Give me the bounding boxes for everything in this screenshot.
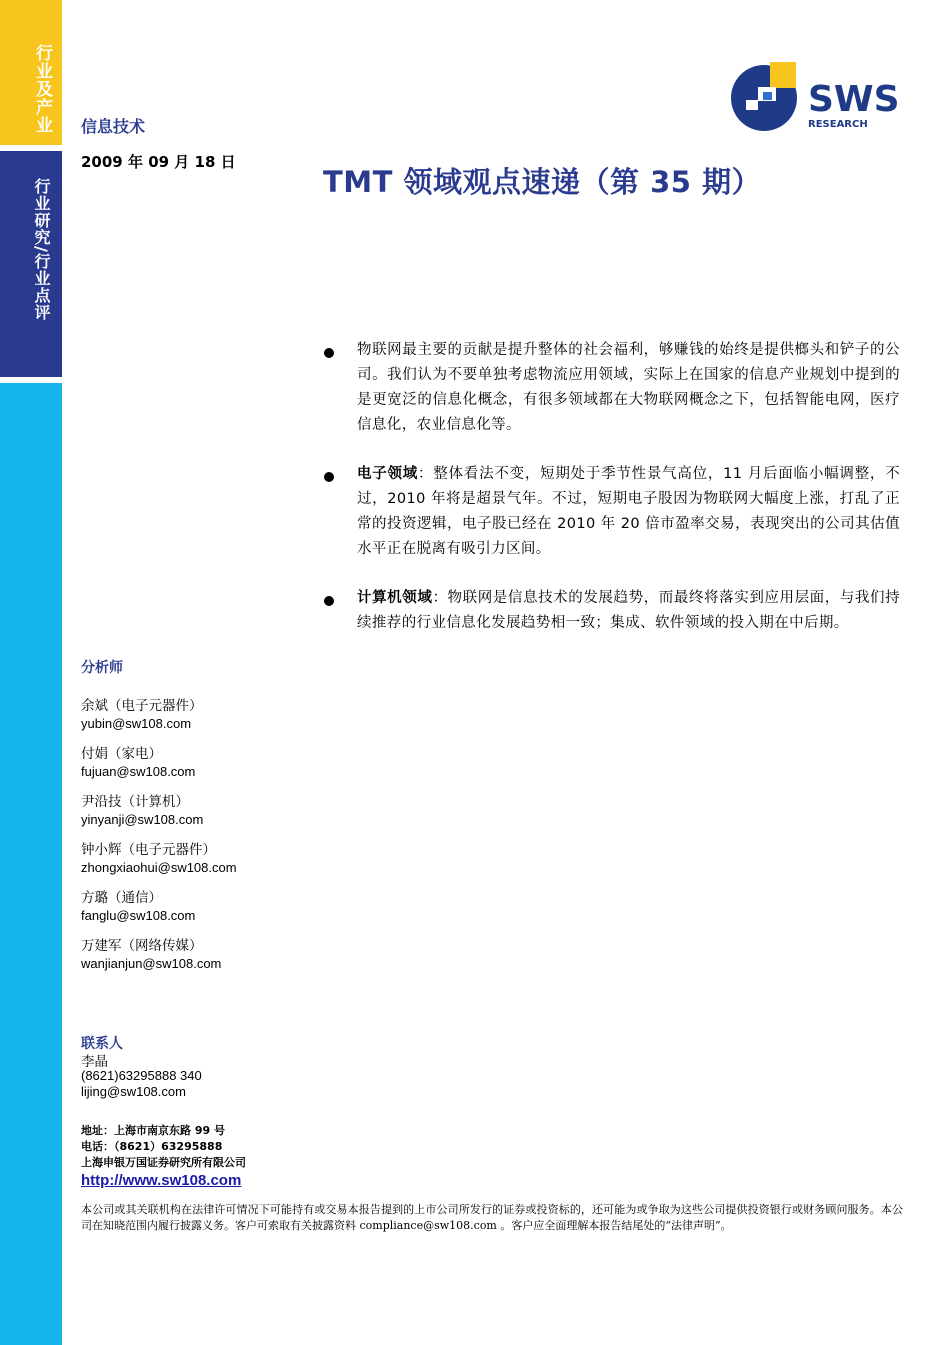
analyst-name: 方璐（通信）: [81, 890, 162, 906]
disclaimer-text: 本公司或其关联机构在法律许可情况下可能持有或交易本报告提到的上市公司所发行的证券或投资标的，还可能为或争取为这些公司提供投资银行或财务顾问服务。本公司在知晓范围内履行披露义务。客户可索取有关披露资料 compliance@sw108.com 。客户应全面理解本报告结尾处的“法律声明”。: [81, 1203, 903, 1232]
analyst-email[interactable]: wanjianjun@sw108.com: [81, 956, 222, 971]
analyst-entry: [81, 745, 237, 793]
analyst-email[interactable]: fanglu@sw108.com: [81, 908, 196, 923]
bullet-heading: 计算机领域: [357, 590, 433, 606]
left-sidebar: [0, 0, 62, 1345]
bullet-text: [357, 338, 900, 438]
bullet-separator: ：: [432, 590, 448, 606]
analyst-entry: [81, 841, 237, 889]
page-title: TMT 领域观点速递（第 35 期）: [323, 165, 762, 199]
analyst-name: 钟小辉（电子元器件）: [81, 842, 216, 858]
analyst-email[interactable]: yinyanji@sw108.com: [81, 812, 204, 827]
bullet-body: 物联网最主要的贡献是提升整体的社会福利，够赚钱的始终是提供榔头和铲子的公司。我们认为不要单独考虑物流应用领域，实际上在国家的信息产业规划中提到的是更宽泛的信息化概念，有很多领域都在大物联网概念之下，包括智能电网，医疗信息化，农业信息化等。: [357, 342, 900, 433]
contact-phone: (8621)63295888 340: [81, 1068, 202, 1083]
logo-subtext: RESEARCH: [808, 119, 868, 130]
phone-line: 电话：（8621）63295888: [81, 1140, 223, 1153]
website-link[interactable]: http://www.sw108.com: [81, 1172, 242, 1189]
analyst-name: 万建军（网络传媒）: [81, 938, 203, 954]
bullet-dot-icon: [324, 472, 334, 482]
analyst-list: [81, 697, 237, 985]
sidebar-cyan-band: [0, 383, 62, 1345]
sws-logo-icon: [728, 60, 903, 135]
bullet-separator: ：: [418, 466, 434, 482]
sidebar-middle-label: 行业研究/行业点评: [32, 178, 51, 321]
analyst-name: 付娟（家电）: [81, 746, 162, 762]
analyst-name: 余斌（电子元器件）: [81, 698, 203, 714]
analyst-email[interactable]: fujuan@sw108.com: [81, 764, 196, 779]
analyst-entry: [81, 889, 237, 937]
contact-heading: 联系人: [81, 1036, 123, 1052]
logo-wordmark: SWS: [808, 79, 900, 120]
bullet-text: [357, 586, 900, 636]
analyst-email[interactable]: zhongxiaohui@sw108.com: [81, 860, 237, 875]
bullet-item: [320, 338, 900, 438]
bullet-text: [357, 462, 900, 562]
bullet-item: [320, 586, 900, 636]
analyst-name: 尹沿技（计算机）: [81, 794, 189, 810]
analysts-heading: 分析师: [81, 660, 123, 676]
contact-email[interactable]: lijing@sw108.com: [81, 1084, 186, 1099]
contact-name: 李晶: [81, 1054, 108, 1070]
bullet-body: 物联网是信息技术的发展趋势，而最终将落实到应用层面，与我们持续推荐的行业信息化发展趋势相一致；集成、软件领域的投入期在中后期。: [357, 590, 901, 631]
key-points: [320, 338, 900, 660]
sidebar-top-label: 行业及产业: [32, 44, 52, 134]
report-date: 2009 年 09 月 18 日: [81, 153, 236, 171]
bullet-heading: 电子领域: [357, 466, 419, 482]
bullet-dot-icon: [324, 348, 334, 358]
analyst-entry: [81, 793, 237, 841]
bullet-dot-icon: [324, 596, 334, 606]
sws-logo: [728, 60, 903, 135]
bullet-item: [320, 462, 900, 562]
analyst-entry: [81, 697, 237, 745]
bullet-body: 整体看法不变，短期处于季节性景气高位，11 月后面临小幅调整，不过，2010 年将是超景气年。不过，短期电子股因为物联网大幅度上涨，打乱了正常的投资逻辑，电子股已经在 2010 年 20 倍市盈率交易，表现突出的公司其估值水平正在脱离有吸引力区间。: [357, 466, 900, 557]
analyst-email[interactable]: yubin@sw108.com: [81, 716, 192, 731]
address-line: 地址：上海市南京东路 99 号: [81, 1124, 225, 1137]
report-category: 信息技术: [81, 117, 146, 136]
analyst-entry: [81, 937, 237, 985]
company-name: 上海申银万国证券研究所有限公司: [81, 1156, 246, 1169]
